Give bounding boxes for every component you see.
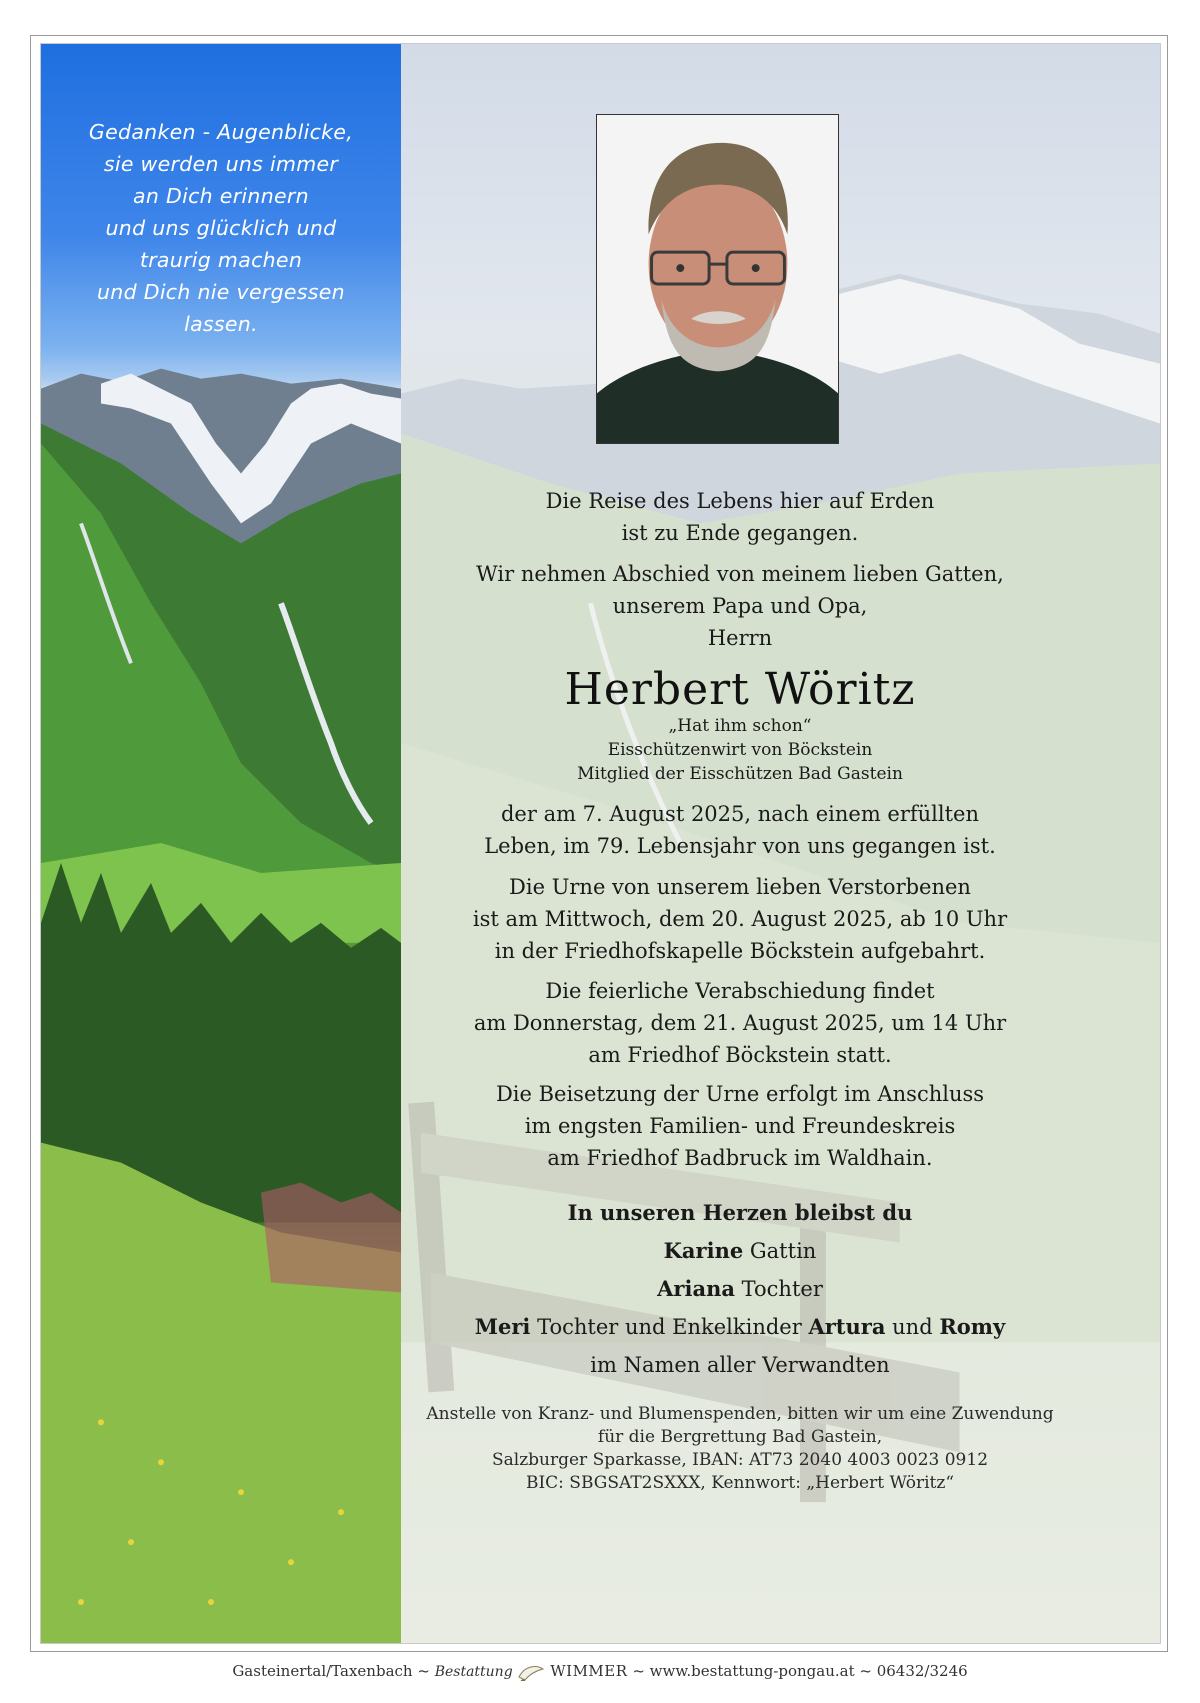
mourner-karine: Karine Gattin — [663, 1238, 817, 1263]
subtitle-text — [360, 714, 1120, 786]
donation-line: Anstelle von Kranz- und Blumenspenden, bitten wir um eine Zuwendung — [426, 1404, 1054, 1424]
logo-script: Bestattung — [434, 1664, 513, 1680]
urn-line: ist am Mittwoch, dem 20. August 2025, ab 10 Uhr — [472, 907, 1008, 931]
death-text — [360, 798, 1120, 862]
mourner-ariana: Ariana Tochter — [657, 1276, 823, 1301]
landscape-panel — [41, 44, 401, 1643]
urn-text — [360, 871, 1120, 967]
ceremony-line: am Donnerstag, dem 21. August 2025, um 14 Uhr — [473, 1011, 1007, 1035]
mourner-meri-family: Meri Tochter und Enkelkinder Artura und Romy — [474, 1314, 1006, 1339]
poem-line: und uns glücklich und — [105, 216, 337, 240]
donation-line: Salzburger Sparkasse, IBAN: AT73 2040 4003 0023 0912 — [491, 1450, 989, 1470]
farewell-line: unserem Papa und Opa, — [612, 594, 868, 618]
poem-line: an Dich erinnern — [133, 184, 309, 208]
ceremony-line: Die feierliche Verabschiedung findet — [545, 979, 935, 1003]
intro-line: ist zu Ende gegangen. — [621, 521, 859, 545]
poem-line: traurig machen — [139, 248, 303, 272]
deceased-name: Herbert Wöritz — [564, 664, 916, 715]
ceremony-text — [360, 975, 1120, 1071]
donation-line: für die Bergrettung Bad Gastein, — [597, 1427, 883, 1447]
mourners-relatives: im Namen aller Verwandten — [590, 1353, 890, 1377]
burial-line: Die Beisetzung der Urne erfolgt im Anschluss — [495, 1082, 985, 1106]
urn-line: Die Urne von unserem lieben Verstorbenen — [509, 875, 971, 899]
mourners-heading: In unseren Herzen bleibst du — [567, 1200, 913, 1225]
farewell-line: Wir nehmen Abschied von meinem lieben Gatten, — [476, 562, 1004, 586]
burial-text — [360, 1078, 1120, 1174]
death-line: der am 7. August 2025, nach einem erfüllten — [500, 802, 980, 826]
logo-name: WIMMER — [550, 1662, 628, 1680]
death-line: Leben, im 79. Lebensjahr von uns gegangen ist. — [484, 834, 996, 858]
subtitle-line: Mitglied der Eisschützen Bad Gastein — [577, 764, 903, 784]
subtitle-line: Eisschützenwirt von Böckstein — [607, 740, 873, 760]
burial-line: im engsten Familien- und Freundeskreis — [524, 1114, 956, 1138]
donation-line: BIC: SBGSAT2SXXX, Kennwort: „Herbert Wöritz“ — [525, 1473, 955, 1493]
farewell-text — [360, 558, 1120, 654]
urn-line: in der Friedhofskapelle Böckstein aufgebahrt. — [494, 939, 986, 963]
footer-location: Gasteinertal/Taxenbach ~ — [232, 1662, 430, 1680]
ceremony-line: am Friedhof Böckstein statt. — [588, 1043, 892, 1067]
footer-website-phone: ~ www.bestattung-pongau.at ~ 06432/3246 — [632, 1662, 968, 1680]
subtitle-line: „Hat ihm schon“ — [668, 716, 812, 736]
footer — [0, 1659, 1200, 1684]
donation-note — [360, 1403, 1120, 1495]
poem-line: und Dich nie vergessen — [97, 280, 345, 304]
intro-text — [360, 485, 1120, 549]
portrait-man-icon — [597, 115, 838, 443]
farewell-line: Herrn — [707, 626, 773, 650]
poem-line: Gedanken - Augenblicke, — [88, 120, 354, 144]
calla-lily-icon — [517, 1663, 545, 1681]
burial-line: am Friedhof Badbruck im Waldhain. — [547, 1146, 933, 1170]
intro-line: Die Reise des Lebens hier auf Erden — [545, 489, 935, 513]
memorial-poem — [41, 116, 401, 340]
poem-line: sie werden uns immer — [103, 152, 339, 176]
portrait-photo — [596, 114, 839, 444]
mourners-list — [360, 1194, 1120, 1384]
poem-line: lassen. — [184, 312, 258, 336]
